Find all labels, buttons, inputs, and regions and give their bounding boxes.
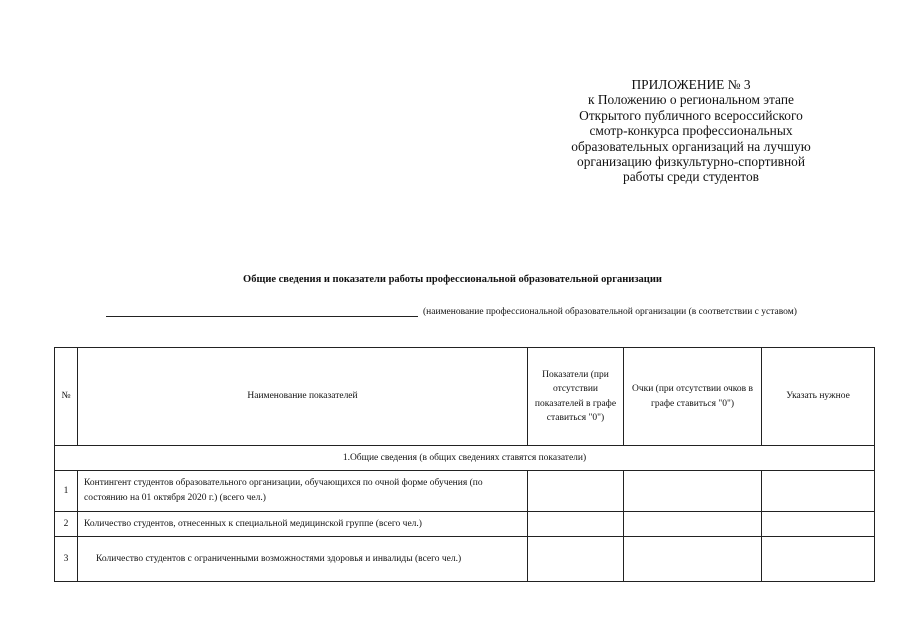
row-points-cell[interactable]	[624, 512, 762, 537]
table-row	[55, 512, 875, 537]
appendix-line: Открытого публичного всероссийского	[579, 107, 803, 123]
appendix-header	[532, 77, 850, 185]
appendix-line: ПРИЛОЖЕНИЕ № 3	[631, 77, 751, 92]
row-number: 3	[55, 537, 78, 582]
header-points	[624, 348, 762, 446]
table-row	[55, 537, 875, 582]
row-points-cell[interactable]	[624, 471, 762, 512]
header-indicators	[528, 348, 624, 446]
section-row	[55, 446, 875, 471]
table-row	[55, 471, 875, 512]
organization-name-caption: (наименование профессиональной образовательной организации (в соответствии с уставом)	[423, 307, 797, 317]
row-indicator-name: Количество студентов, отнесенных к специальной медицинской группе (всего чел.)	[78, 512, 528, 537]
document-title: Общие сведения и показатели работы профессиональной образовательной организации	[243, 274, 662, 285]
table-header-row	[55, 348, 875, 446]
appendix-line: образовательных организаций на лучшую	[571, 138, 811, 154]
row-number: 2	[55, 512, 78, 537]
organization-name-line	[106, 316, 418, 317]
row-specify-cell[interactable]	[762, 512, 875, 537]
row-specify-cell[interactable]	[762, 537, 875, 582]
indicators-table	[54, 347, 875, 582]
row-indicator-name: Контингент студентов образовательного организации, обучающихся по очной форме обучения (по состоянию на 01 октября 2020 г.) (всего чел.)	[78, 471, 528, 512]
section-title: 1.Общие сведения (в общих сведениях ставятся показатели)	[55, 446, 875, 471]
row-indicator-value-cell[interactable]	[528, 512, 624, 537]
header-indicator-name: Наименование показателей	[78, 348, 528, 446]
appendix-line: смотр-конкурса профессиональных	[589, 123, 793, 139]
row-specify-cell[interactable]	[762, 471, 875, 512]
header-specify: Указать нужное	[762, 348, 875, 446]
header-number: №	[55, 348, 78, 446]
row-indicator-name	[78, 537, 528, 582]
header-points-text: Очки (при отсутствии очков в графе ставиться "0")	[631, 384, 754, 409]
row-points-cell[interactable]	[624, 537, 762, 582]
row-number: 1	[55, 471, 78, 512]
row-indicator-value-cell[interactable]	[528, 471, 624, 512]
header-indicators-text: Показатели (при отсутствии показателей в графе ставиться "0")	[534, 369, 617, 423]
row-indicator-name-text: Количество студентов с ограниченными возможностями здоровья и инвалиды (всего чел.)	[96, 553, 462, 564]
appendix-line: организацию физкультурно-спортивной	[577, 154, 805, 170]
appendix-line: к Положению о региональном этапе	[588, 92, 794, 108]
appendix-line: работы среди студентов	[623, 169, 759, 185]
row-indicator-value-cell[interactable]	[528, 537, 624, 582]
